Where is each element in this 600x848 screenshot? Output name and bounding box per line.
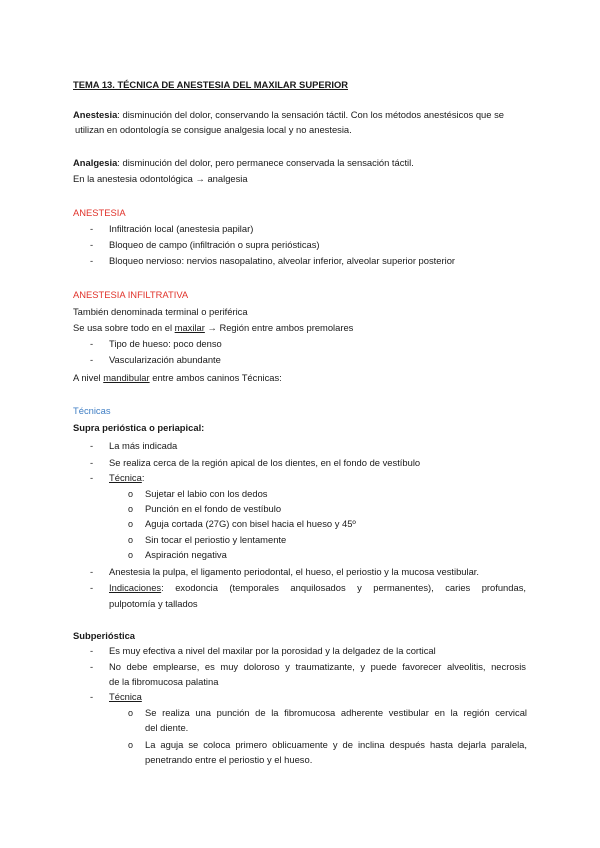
sub-list-item: Aguja cortada (27G) con bisel hacia el hueso y 45º [145,518,356,529]
mandibular-underlined: mandibular [103,372,150,383]
list-item: Infiltración local (anestesia papilar) [109,223,254,234]
anestesia-definition-line1: Anestesia: disminución del dolor, conservando la sensación táctil. Con los métodos anestésicos que se [73,109,504,120]
indicaciones-label: Indicaciones [109,582,162,593]
bullet-marker: o [128,550,134,560]
dash-marker: - [90,354,94,365]
list-item: Bloqueo de campo (infiltración o supra periósticas) [109,239,320,250]
arrow-icon: → [207,322,217,333]
dash-marker: - [90,691,94,702]
analgesia-term: Analgesia [73,157,118,168]
dash-marker: - [90,582,94,593]
indicaciones-continuation: pulpotomía y tallados [109,598,198,609]
dash-marker: - [90,239,94,250]
sub-list-item: La aguja se coloca primero oblicuamente y de inclina después hasta dejarla paralela, [145,739,527,750]
list-item: No debe emplearse, es muy doloroso y traumatizante, y puede favorecer alveolitis, necrosis [109,661,526,672]
sub-list-item: Sin tocar el periostio y lentamente [145,534,287,545]
dash-marker: - [90,566,94,577]
list-item: Se realiza cerca de la región apical de los dientes, en el fondo de vestíbulo [109,457,421,468]
infiltrativa-line3: A nivel mandibular entre ambos caninos Técnicas: [73,372,282,383]
page-title: TEMA 13. TÉCNICA DE ANESTESIA DEL MAXILAR SUPERIOR [73,79,349,90]
anestesia-heading: ANESTESIA [73,207,126,218]
list-item: Vascularización abundante [109,354,221,365]
sub-list-item: Sujetar el labio con los dedos [145,488,268,499]
list-item: La más indicada [109,440,178,451]
supra-title: Supra perióstica o periapical: [73,422,205,433]
dash-marker: - [90,661,94,672]
infiltrativa-heading: ANESTESIA INFILTRATIVA [73,289,189,300]
tecnica-label: Técnica [109,472,142,483]
list-item-continuation: de la fibromucosa palatina [109,676,219,687]
sub-title: Subperióstica [73,630,135,641]
dash-marker: - [90,472,94,483]
dash-marker: - [90,223,94,234]
bullet-marker: o [128,489,134,499]
list-item: Es muy efectiva a nivel del maxilar por la porosidad y la delgadez de la cortical [109,645,436,656]
indicaciones-line: Indicaciones: exodoncia (temporales anquilosados y permanentes), caries profundas, [109,582,526,593]
infiltrativa-line1: También denominada terminal o periférica [73,306,248,317]
sub-list-item-continuation: penetrando entre el periostio y el hueso. [145,754,313,765]
analgesia-definition-line2: En la anestesia odontológica → analgesia [73,173,248,184]
bullet-marker: o [128,535,134,545]
bullet-marker: o [128,504,134,514]
list-item: Anestesia la pulpa, el ligamento periodontal, el hueso, el periostio y la mucosa vestibular. [109,566,480,577]
arrow-icon: → [195,173,205,184]
sub-list-item: Aspiración negativa [145,549,227,560]
dash-marker: - [90,645,94,656]
tecnicas-heading: Técnicas [73,405,111,416]
infiltrativa-line2: Se usa sobre todo en el maxilar → Región entre ambos premolares [73,322,354,333]
bullet-marker: o [128,708,134,718]
list-item: Bloqueo nervioso: nervios nasopalatino, alveolar inferior, alveolar superior posterior [109,255,456,266]
tecnica-label: Técnica [109,691,142,702]
dash-marker: - [90,457,94,468]
sub-list-item: Punción en el fondo de vestíbulo [145,503,282,514]
sub-list-item: Se realiza una punción de la fibromucosa adherente vestibular en la región cervical [145,707,527,718]
anestesia-term: Anestesia [73,109,118,120]
bullet-marker: o [128,740,134,750]
bullet-marker: o [128,519,134,529]
dash-marker: - [90,440,94,451]
list-item: Tipo de hueso: poco denso [109,338,222,349]
dash-marker: - [90,255,94,266]
analgesia-definition-line1: Analgesia: disminución del dolor, pero permanece conservada la sensación táctil. [73,157,414,168]
sub-list-item-continuation: del diente. [145,722,189,733]
maxilar-underlined: maxilar [174,322,205,333]
dash-marker: - [90,338,94,349]
tecnica-label-line: Técnica: [109,472,145,483]
anestesia-definition-line2: utilizan en odontología se consigue analgesia local y no anestesia. [75,124,352,135]
